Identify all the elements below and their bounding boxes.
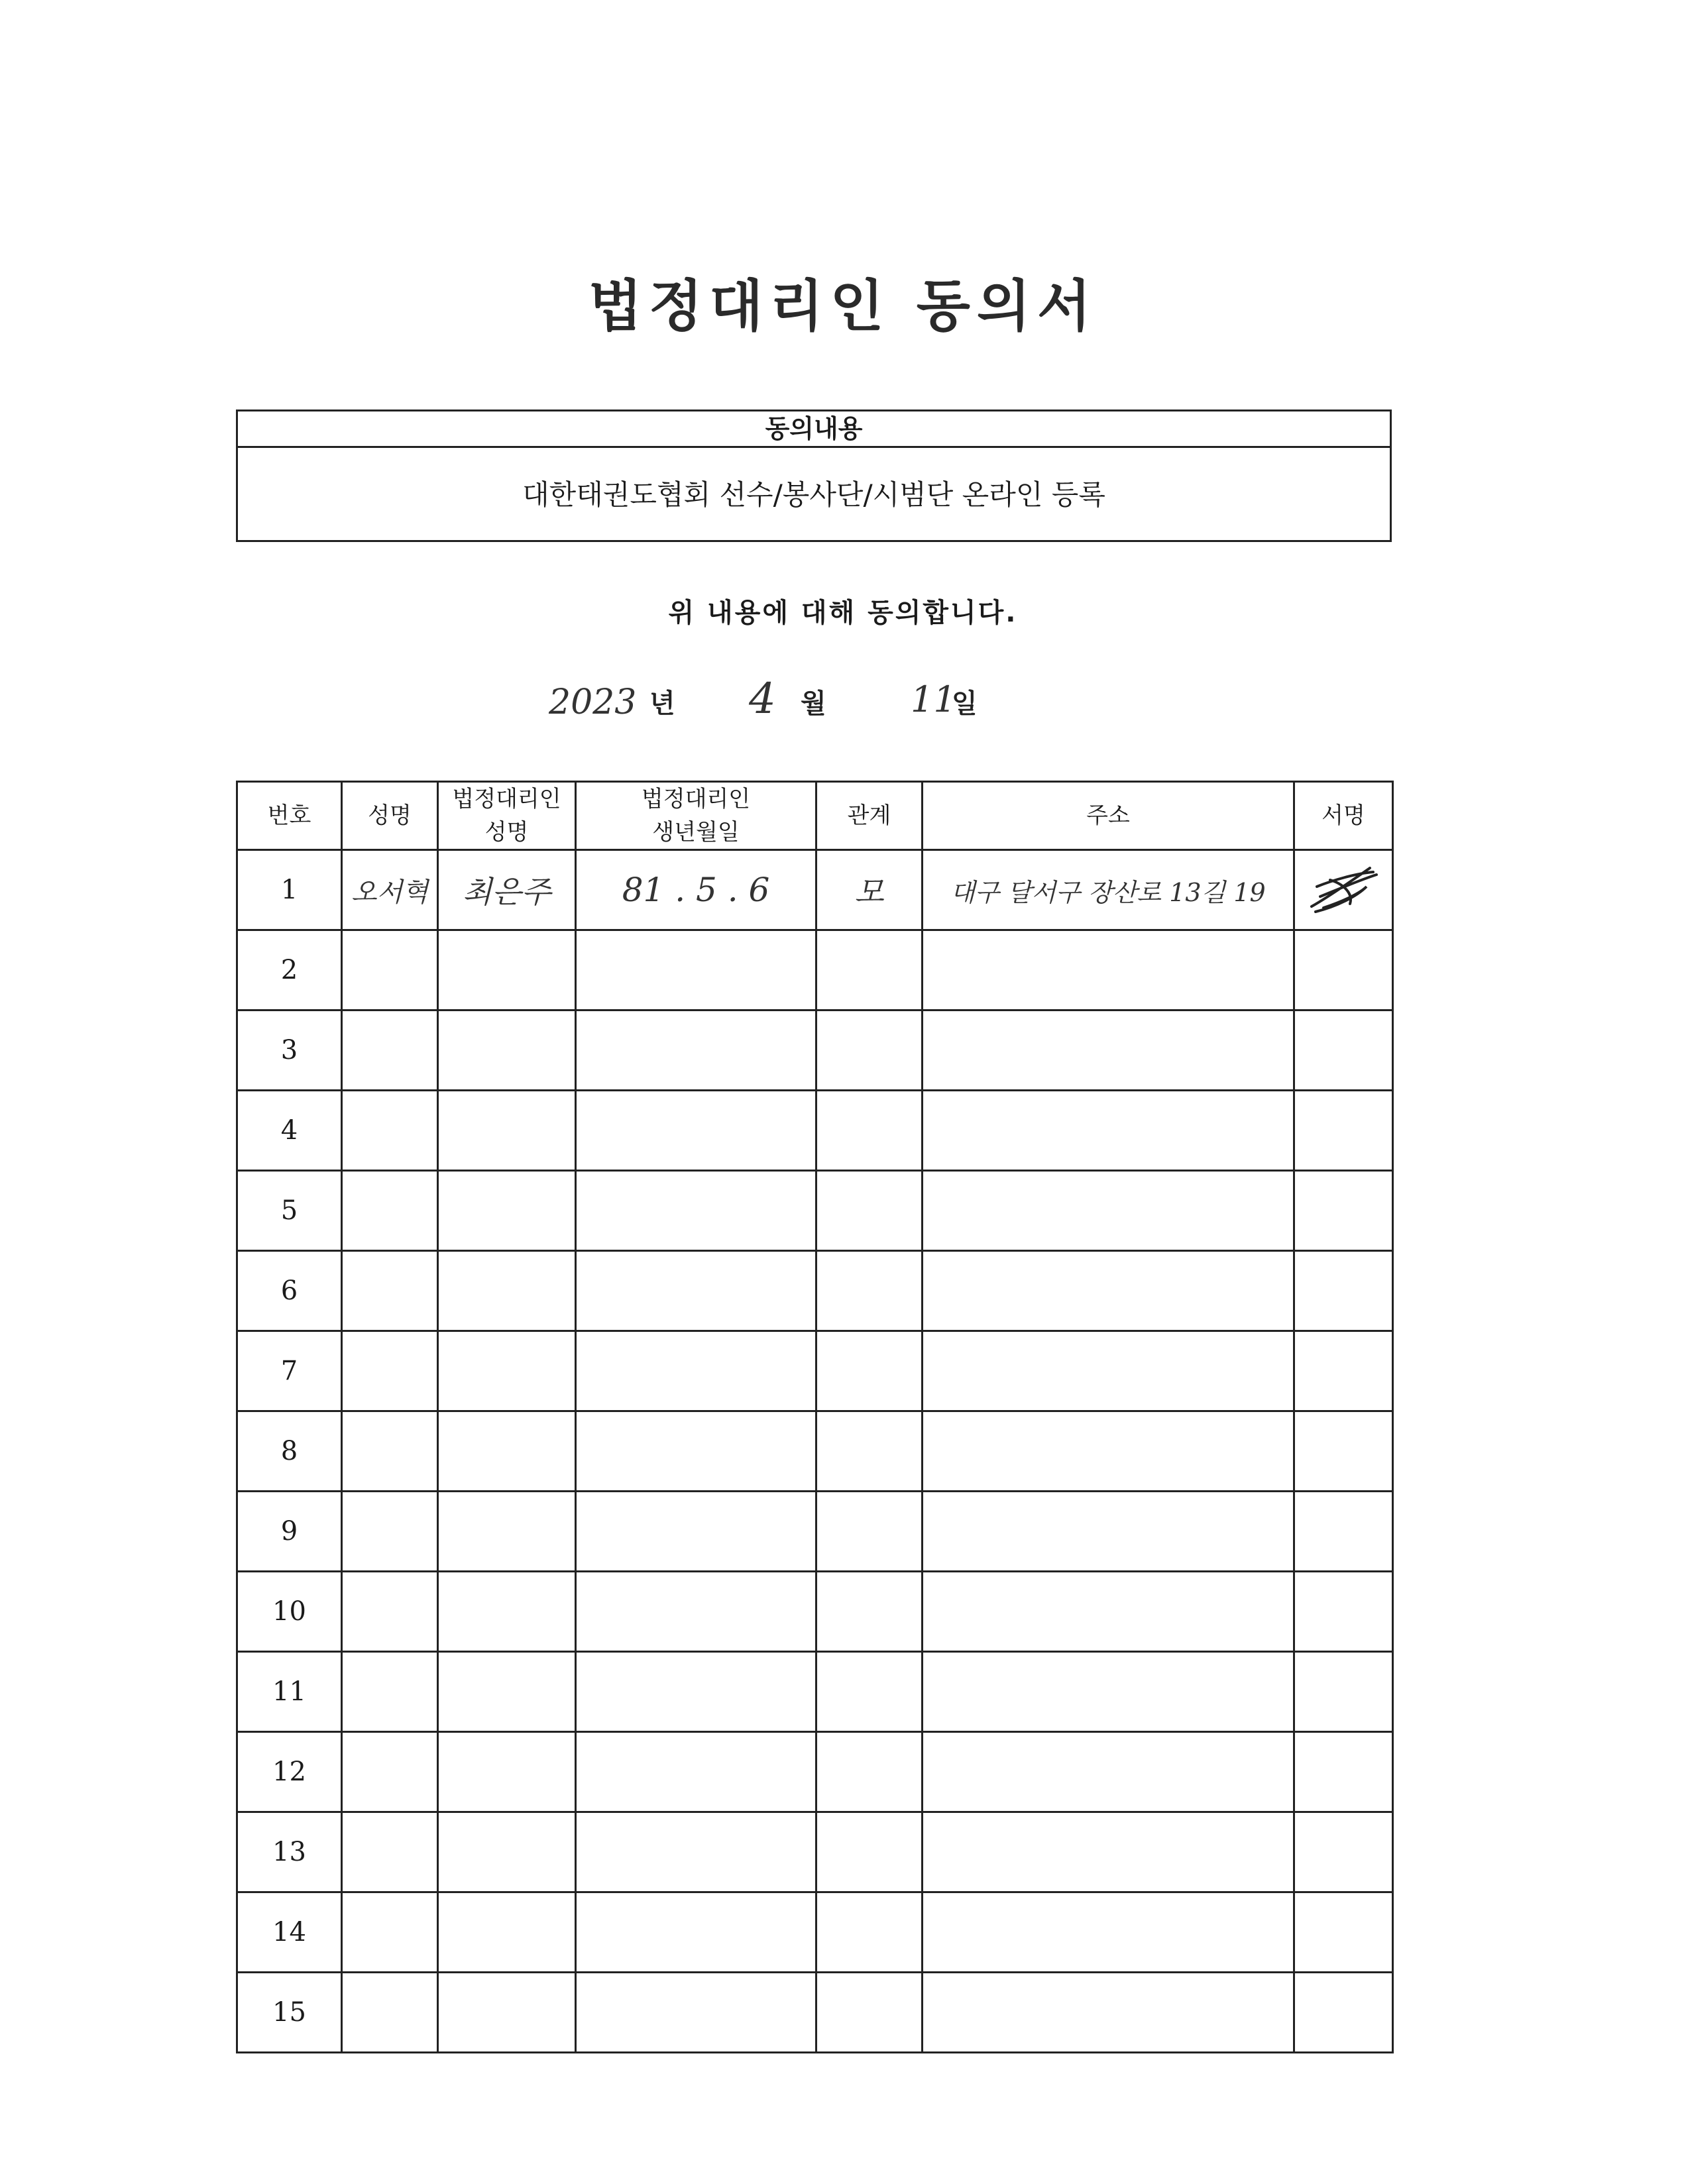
cell-relation xyxy=(816,1732,923,1812)
cell-guardian-name xyxy=(438,1892,576,1973)
table-row xyxy=(237,1411,1393,1492)
cell-guardian-name xyxy=(438,1091,576,1171)
cell-address xyxy=(923,1652,1294,1732)
cell-guardian-birth xyxy=(576,1572,816,1652)
handwritten-signature-icon xyxy=(1304,860,1383,920)
table-row xyxy=(237,1010,1393,1091)
cell-no: 12 xyxy=(237,1732,342,1812)
cell-guardian-birth xyxy=(576,1812,816,1892)
cell-name xyxy=(342,1171,438,1251)
header-name: 성명 xyxy=(342,782,438,850)
cell-no: 8 xyxy=(237,1411,342,1492)
cell-name xyxy=(342,1572,438,1652)
cell-signature xyxy=(1294,1171,1393,1251)
cell-guardian-birth xyxy=(576,1411,816,1492)
cell-signature xyxy=(1294,1652,1393,1732)
table-row xyxy=(237,1492,1393,1572)
cell-no: 11 xyxy=(237,1652,342,1732)
cell-no: 15 xyxy=(237,1973,342,2053)
cell-address xyxy=(923,1010,1294,1091)
cell-guardian-birth xyxy=(576,1331,816,1411)
cell-guardian-birth xyxy=(576,1010,816,1091)
consent-header: 동의내용 xyxy=(238,411,1390,448)
cell-guardian-name xyxy=(438,930,576,1010)
table-row xyxy=(237,1091,1393,1171)
cell-no: 10 xyxy=(237,1572,342,1652)
cell-guardian-birth xyxy=(576,930,816,1010)
cell-guardian-birth xyxy=(576,1492,816,1572)
header-guardian-birth-line2: 생년월일 xyxy=(652,819,740,846)
cell-address xyxy=(923,930,1294,1010)
cell-name xyxy=(342,1892,438,1973)
cell-guardian-birth xyxy=(576,1091,816,1171)
cell-signature xyxy=(1294,1010,1393,1091)
cell-relation xyxy=(816,1010,923,1091)
cell-guardian-name xyxy=(438,1812,576,1892)
cell-name xyxy=(342,1973,438,2053)
header-no: 번호 xyxy=(237,782,342,850)
date-day: 11 xyxy=(911,679,956,720)
cell-relation xyxy=(816,1892,923,1973)
table-row xyxy=(237,1251,1393,1331)
cell-relation xyxy=(816,1973,923,2053)
cell-signature xyxy=(1294,1812,1393,1892)
date-day-unit: 일 xyxy=(952,688,978,719)
cell-guardian-birth xyxy=(576,1251,816,1331)
cell-signature xyxy=(1294,850,1393,930)
table-row xyxy=(237,1652,1393,1732)
date-month-unit: 월 xyxy=(801,688,826,719)
cell-guardian-birth xyxy=(576,1892,816,1973)
table-row xyxy=(237,850,1393,930)
roster-table xyxy=(236,781,1394,2053)
header-guardian-name-line1: 법정대리인 xyxy=(452,786,561,812)
cell-no: 4 xyxy=(237,1091,342,1171)
cell-address xyxy=(923,1892,1294,1973)
table-row xyxy=(237,1572,1393,1652)
cell-name xyxy=(342,1331,438,1411)
cell-no: 7 xyxy=(237,1331,342,1411)
cell-guardian-birth xyxy=(576,1732,816,1812)
cell-address xyxy=(923,1251,1294,1331)
cell-name xyxy=(342,1010,438,1091)
cell-guardian-birth xyxy=(576,1973,816,2053)
date-year-unit: 년 xyxy=(649,688,675,719)
cell-address xyxy=(923,1331,1294,1411)
table-row xyxy=(237,1331,1393,1411)
cell-name xyxy=(342,930,438,1010)
cell-no: 13 xyxy=(237,1812,342,1892)
date-line xyxy=(0,669,1686,729)
cell-address xyxy=(923,1973,1294,2053)
header-guardian-name xyxy=(438,782,576,850)
cell-name xyxy=(342,1492,438,1572)
cell-relation xyxy=(816,1812,923,1892)
date-year: 2023 xyxy=(549,682,637,722)
cell-no: 9 xyxy=(237,1492,342,1572)
cell-name xyxy=(342,1652,438,1732)
cell-guardian-birth: 81 . 5 . 6 xyxy=(576,850,816,930)
cell-address xyxy=(923,1732,1294,1812)
table-row xyxy=(237,1812,1393,1892)
cell-guardian-name xyxy=(438,1973,576,2053)
cell-relation xyxy=(816,930,923,1010)
header-guardian-birth-line1: 법정대리인 xyxy=(641,786,751,812)
cell-guardian-name xyxy=(438,1572,576,1652)
cell-signature xyxy=(1294,1732,1393,1812)
cell-name xyxy=(342,1411,438,1492)
cell-guardian-name xyxy=(438,1652,576,1732)
header-address: 주소 xyxy=(923,782,1294,850)
page-title: 법정대리인 동의서 xyxy=(588,274,1098,339)
header-signature: 서명 xyxy=(1294,782,1393,850)
table-row xyxy=(237,930,1393,1010)
cell-signature xyxy=(1294,1973,1393,2053)
cell-signature xyxy=(1294,1331,1393,1411)
date-month: 4 xyxy=(749,675,776,724)
cell-relation xyxy=(816,1331,923,1411)
cell-relation xyxy=(816,1251,923,1331)
table-row xyxy=(237,1171,1393,1251)
consent-box xyxy=(236,410,1392,542)
cell-signature xyxy=(1294,930,1393,1010)
cell-signature xyxy=(1294,1892,1393,1973)
cell-address xyxy=(923,1411,1294,1492)
cell-guardian-birth xyxy=(576,1171,816,1251)
cell-name xyxy=(342,1091,438,1171)
cell-relation xyxy=(816,1572,923,1652)
cell-no: 2 xyxy=(237,930,342,1010)
table-row xyxy=(237,1973,1393,2053)
cell-no: 14 xyxy=(237,1892,342,1973)
cell-relation xyxy=(816,1411,923,1492)
cell-address xyxy=(923,1812,1294,1892)
cell-address xyxy=(923,1091,1294,1171)
cell-signature xyxy=(1294,1492,1393,1572)
cell-signature xyxy=(1294,1411,1393,1492)
cell-guardian-birth xyxy=(576,1652,816,1732)
cell-signature xyxy=(1294,1572,1393,1652)
cell-no: 5 xyxy=(237,1171,342,1251)
header-relation: 관계 xyxy=(816,782,923,850)
cell-no: 3 xyxy=(237,1010,342,1091)
header-guardian-name-line2: 성명 xyxy=(484,819,529,846)
cell-no: 1 xyxy=(237,850,342,930)
cell-guardian-name xyxy=(438,1171,576,1251)
header-guardian-birth xyxy=(576,782,816,850)
cell-guardian-name xyxy=(438,1251,576,1331)
cell-name xyxy=(342,1812,438,1892)
agreement-statement: 위 내용에 대해 동의합니다. xyxy=(668,598,1018,628)
cell-guardian-name xyxy=(438,1492,576,1572)
cell-name xyxy=(342,1251,438,1331)
cell-relation xyxy=(816,1091,923,1171)
table-row xyxy=(237,1892,1393,1973)
cell-address xyxy=(923,1171,1294,1251)
consent-content: 대한태권도협회 선수/봉사단/시범단 온라인 등록 xyxy=(522,478,1105,511)
cell-address xyxy=(923,1492,1294,1572)
table-header-row xyxy=(237,782,1393,850)
cell-signature xyxy=(1294,1251,1393,1331)
cell-guardian-name: 최은주 xyxy=(438,850,576,930)
cell-relation xyxy=(816,1492,923,1572)
cell-no: 6 xyxy=(237,1251,342,1331)
cell-name: 오서혁 xyxy=(342,850,438,930)
cell-guardian-name xyxy=(438,1010,576,1091)
cell-guardian-name xyxy=(438,1411,576,1492)
cell-relation xyxy=(816,1171,923,1251)
cell-guardian-name xyxy=(438,1331,576,1411)
cell-address: 대구 달서구 장산로 13길 19 xyxy=(923,850,1294,930)
cell-name xyxy=(342,1732,438,1812)
cell-guardian-name xyxy=(438,1732,576,1812)
cell-relation: 모 xyxy=(816,850,923,930)
cell-signature xyxy=(1294,1091,1393,1171)
cell-relation xyxy=(816,1652,923,1732)
cell-address xyxy=(923,1572,1294,1652)
table-row xyxy=(237,1732,1393,1812)
